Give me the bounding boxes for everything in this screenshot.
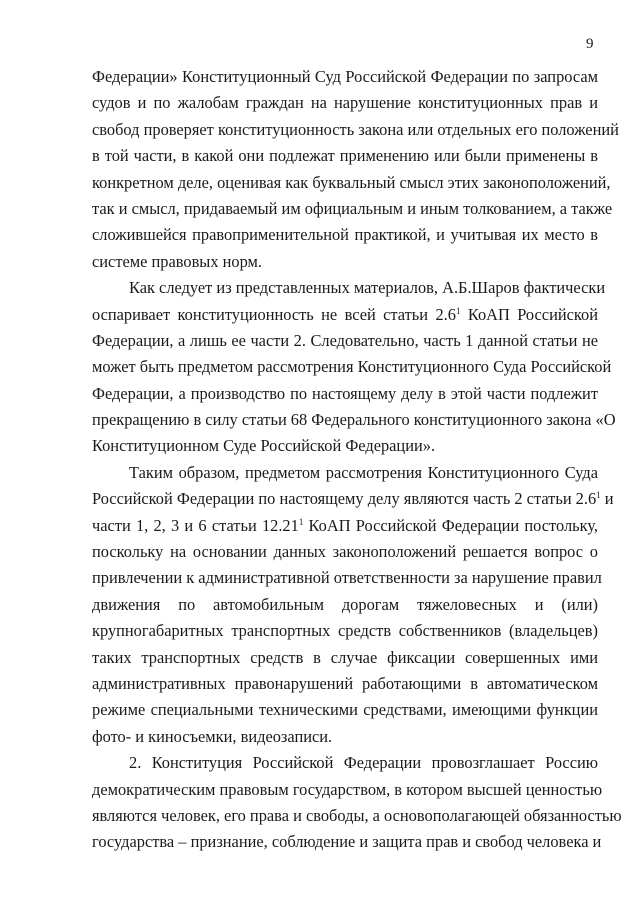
text-line: Таким образом, предметом рассмотрения Конституционного Суда: [129, 462, 598, 482]
text-line: [92, 486, 614, 512]
text-line: сложившейся правоприменительной практикой, и учитывая их место в: [92, 225, 598, 245]
text-line: Федерации, а лишь ее части 2. Следовательно, часть 1 данной статьи не: [92, 330, 598, 350]
text-line: свобод проверяет конституционность закона или отдельных его положений: [92, 119, 619, 139]
text-line: прекращению в силу статьи 68 Федерального конституционного закона «О: [92, 410, 616, 430]
text-line: [92, 302, 598, 328]
text-line: конкретном деле, оценивая как буквальный смысл этих законоположений,: [92, 172, 611, 192]
body-text: [92, 64, 622, 856]
text-line: демократическим правовым государством, в котором высшей ценностью: [92, 779, 603, 799]
text-line: фото- и киносъемки, видеозаписи.: [92, 726, 333, 746]
text-line: Конституционном Суде Российской Федерации».: [92, 436, 436, 456]
superscript: 1: [596, 490, 601, 501]
text-line: Федерации» Конституционный Суд Российской Федерации по запросам: [92, 67, 598, 86]
text-segment: КоАП Российской: [460, 304, 598, 324]
text-segment: Российской Федерации по настоящему делу являются часть 2 статьи 2.6: [92, 489, 597, 509]
text-line: поскольку на основании данных законоположений решается вопрос о: [92, 542, 598, 562]
text-line: в той части, в какой они подлежат применению или были применены в: [92, 146, 598, 166]
page-number: 9: [586, 36, 594, 52]
text-line: административных правонарушений работающими в автоматическом: [92, 673, 598, 693]
text-line: может быть предметом рассмотрения Конституционного Суда Российской: [92, 357, 612, 377]
text-line: Как следует из представленных материалов, А.Б.Шаров фактически: [129, 278, 606, 298]
text-line: являются человек, его права и свободы, а основополагающей обязанностью: [92, 805, 622, 825]
text-line: так и смысл, придаваемый им официальным и иным толкованием, а также: [92, 198, 613, 218]
text-line: таких транспортных средств в случае фиксации совершенных ими: [92, 647, 598, 667]
text-segment: части 1, 2, 3 и 6 статьи 12.21: [92, 515, 299, 535]
text-segment: КоАП Российской Федерации постольку,: [303, 515, 599, 535]
text-line: режиме специальными техническими средствами, имеющими функции: [92, 700, 598, 720]
text-segment: оспаривает конституционность не всей статьи 2.6: [92, 304, 456, 324]
text-line: движения по автомобильным дорогам тяжеловесных и (или): [92, 594, 598, 614]
text-line: государства – признание, соблюдение и защита прав и свобод человека и: [92, 832, 602, 852]
text-line: привлечении к административной ответственности за нарушение правил: [92, 568, 602, 588]
text-line: системе правовых норм.: [92, 251, 262, 271]
text-line: 2. Конституция Российской Федерации провозглашает Россию: [129, 753, 598, 773]
text-line: судов и по жалобам граждан на нарушение конституционных прав и: [92, 93, 598, 113]
text-line: крупногабаритных транспортных средств собственников (владельцев): [92, 621, 598, 641]
text-line: Федерации, а производство по настоящему делу в этой части подлежит: [92, 383, 598, 403]
text-segment: и: [600, 489, 614, 509]
text-line: [92, 513, 598, 539]
superscript: 1: [298, 516, 304, 527]
superscript: 1: [455, 305, 461, 316]
